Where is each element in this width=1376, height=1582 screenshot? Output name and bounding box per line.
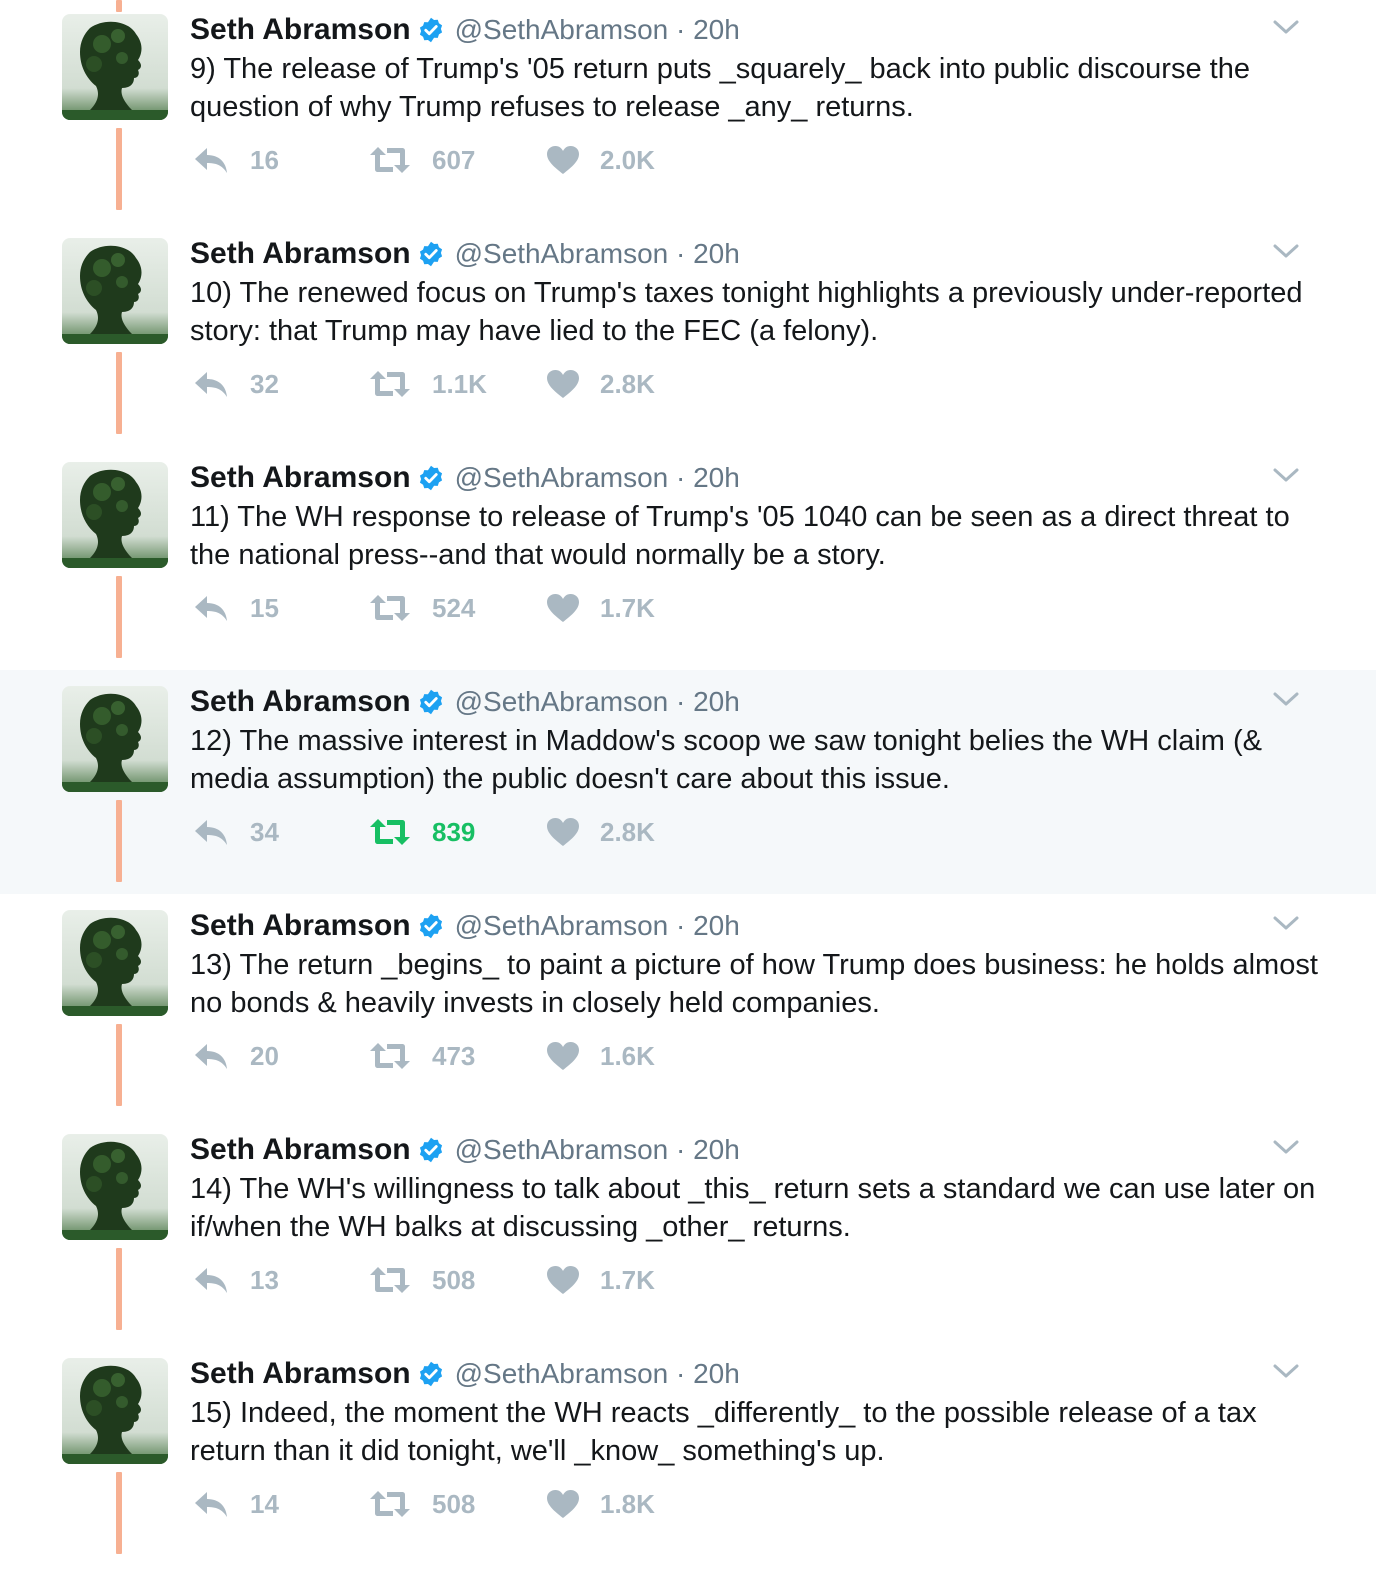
reply-button[interactable]: [192, 369, 368, 400]
chevron-down-icon[interactable]: [1272, 242, 1300, 262]
verified-badge-icon: [417, 16, 445, 44]
retweet-icon: [368, 1265, 412, 1295]
avatar[interactable]: [62, 14, 168, 120]
tweet-header: [190, 1354, 740, 1394]
tweet[interactable]: [0, 894, 1376, 1118]
thread-connector-line: [116, 128, 122, 210]
chevron-down-icon[interactable]: [1272, 690, 1300, 710]
author-handle-time[interactable]: @SethAbramson · 20h: [454, 686, 740, 717]
author-name[interactable]: Seth Abramson: [190, 461, 411, 494]
retweet-button[interactable]: [368, 1041, 546, 1072]
tweet-actions: [192, 364, 686, 404]
tweet-header: [190, 10, 740, 50]
like-count: 1.7K: [600, 1264, 655, 1295]
avatar[interactable]: [62, 238, 168, 344]
retweet-count: 473: [432, 1040, 476, 1071]
reply-icon: [192, 145, 230, 175]
heart-icon: [546, 1489, 580, 1519]
tweet[interactable]: [0, 1342, 1376, 1566]
like-button[interactable]: [546, 1265, 686, 1296]
reply-count: 16: [250, 144, 279, 175]
tweet-actions: [192, 1484, 686, 1524]
tweet-text: 9) The release of Trump's '05 return puts _squarely_ back into public discourse the question of why Trump refuses to release _any_ returns.: [190, 53, 1250, 123]
like-button[interactable]: [546, 145, 686, 176]
retweet-icon: [368, 1041, 412, 1071]
tweet-text: 14) The WH's willingness to talk about _this_ return sets a standard we can use later on if/when the WH balks at discussing _other_ returns.: [190, 1173, 1316, 1243]
retweet-count: 839: [432, 816, 476, 847]
avatar[interactable]: [62, 910, 168, 1016]
tweet-text: 15) Indeed, the moment the WH reacts _differently_ to the possible release of a tax return than it did tonight, we'll _know_ something's up.: [190, 1397, 1257, 1467]
retweet-icon: [368, 593, 412, 623]
retweet-button[interactable]: [368, 369, 546, 400]
tweet-header: [190, 682, 740, 722]
reply-count: 13: [250, 1264, 279, 1295]
reply-icon: [192, 1489, 230, 1519]
thread-connector-line: [116, 1024, 122, 1106]
reply-button[interactable]: [192, 1489, 368, 1520]
verified-badge-icon: [417, 1360, 445, 1388]
tweet-actions: [192, 1036, 686, 1076]
reply-count: 20: [250, 1040, 279, 1071]
author-name[interactable]: Seth Abramson: [190, 13, 411, 46]
like-count: 2.8K: [600, 816, 655, 847]
author-name[interactable]: Seth Abramson: [190, 1133, 411, 1166]
verified-badge-icon: [417, 240, 445, 268]
tweet-actions: [192, 1260, 686, 1300]
tweet-header: [190, 234, 740, 274]
verified-badge-icon: [417, 688, 445, 716]
like-button[interactable]: [546, 369, 686, 400]
like-button[interactable]: [546, 1041, 686, 1072]
retweet-icon: [368, 817, 412, 847]
reply-button[interactable]: [192, 593, 368, 624]
like-button[interactable]: [546, 817, 686, 848]
avatar[interactable]: [62, 1358, 168, 1464]
tweet-header: [190, 1130, 740, 1170]
thread-connector-line: [116, 800, 122, 882]
tweet-header: [190, 906, 740, 946]
tweet-text: 12) The massive interest in Maddow's scoop we saw tonight belies the WH claim (& media assumption) the public doesn't care about this issue.: [190, 725, 1263, 795]
author-name[interactable]: Seth Abramson: [190, 685, 411, 718]
author-name[interactable]: Seth Abramson: [190, 237, 411, 270]
verified-badge-icon: [417, 912, 445, 940]
reply-icon: [192, 1265, 230, 1295]
retweet-icon: [368, 145, 412, 175]
author-handle-time[interactable]: @SethAbramson · 20h: [454, 1358, 740, 1389]
tweet-text: 13) The return _begins_ to paint a picture of how Trump does business: he holds almost no bonds & heavily invests in closely held companies.: [190, 949, 1318, 1019]
author-handle-time[interactable]: @SethAbramson · 20h: [454, 14, 740, 45]
retweet-button[interactable]: [368, 817, 546, 848]
retweet-icon: [368, 369, 412, 399]
verified-badge-icon: [417, 1136, 445, 1164]
retweet-button[interactable]: [368, 145, 546, 176]
author-handle-time[interactable]: @SethAbramson · 20h: [454, 238, 740, 269]
retweet-count: 607: [432, 144, 476, 175]
tweet-header: [190, 458, 740, 498]
retweet-count: 508: [432, 1488, 476, 1519]
heart-icon: [546, 369, 580, 399]
reply-icon: [192, 593, 230, 623]
verified-badge-icon: [417, 464, 445, 492]
chevron-down-icon[interactable]: [1272, 1362, 1300, 1382]
like-count: 1.6K: [600, 1040, 655, 1071]
author-handle-time[interactable]: @SethAbramson · 20h: [454, 462, 740, 493]
tweet-actions: [192, 140, 686, 180]
retweet-button[interactable]: [368, 593, 546, 624]
thread-connector-line: [116, 1472, 122, 1554]
author-name[interactable]: Seth Abramson: [190, 909, 411, 942]
like-count: 1.8K: [600, 1488, 655, 1519]
tweet-actions: [192, 812, 686, 852]
retweet-count: 508: [432, 1264, 476, 1295]
like-button[interactable]: [546, 1489, 686, 1520]
reply-icon: [192, 1041, 230, 1071]
thread-connector-line: [116, 0, 122, 12]
author-handle-time[interactable]: @SethAbramson · 20h: [454, 1134, 740, 1165]
retweet-count: 524: [432, 592, 476, 623]
reply-button[interactable]: [192, 145, 368, 176]
avatar[interactable]: [62, 462, 168, 568]
reply-icon: [192, 817, 230, 847]
avatar[interactable]: [62, 686, 168, 792]
tweet[interactable]: [0, 222, 1376, 446]
heart-icon: [546, 145, 580, 175]
tweet[interactable]: [0, 1118, 1376, 1342]
chevron-down-icon[interactable]: [1272, 914, 1300, 934]
thread-connector-line: [116, 1248, 122, 1330]
thread-connector-line: [116, 352, 122, 434]
retweet-button[interactable]: [368, 1265, 546, 1296]
chevron-down-icon[interactable]: [1272, 1138, 1300, 1158]
author-name[interactable]: Seth Abramson: [190, 1357, 411, 1390]
thread-connector-line: [116, 576, 122, 658]
tweet-actions: [192, 588, 686, 628]
like-button[interactable]: [546, 593, 686, 624]
heart-icon: [546, 593, 580, 623]
tweet[interactable]: [0, 0, 1376, 222]
reply-count: 15: [250, 592, 279, 623]
reply-button[interactable]: [192, 1041, 368, 1072]
like-count: 2.8K: [600, 368, 655, 399]
like-count: 1.7K: [600, 592, 655, 623]
reply-button[interactable]: [192, 1265, 368, 1296]
reply-count: 32: [250, 368, 279, 399]
tweet-text: 11) The WH response to release of Trump's '05 1040 can be seen as a direct threat to the national press--and that would normally be a story.: [190, 501, 1290, 571]
author-handle-time[interactable]: @SethAbramson · 20h: [454, 910, 740, 941]
chevron-down-icon[interactable]: [1272, 466, 1300, 486]
heart-icon: [546, 817, 580, 847]
reply-button[interactable]: [192, 817, 368, 848]
heart-icon: [546, 1041, 580, 1071]
retweet-icon: [368, 1489, 412, 1519]
reply-count: 14: [250, 1488, 279, 1519]
tweet-text: 10) The renewed focus on Trump's taxes tonight highlights a previously under-reported story: that Trump may have lied to the FEC (a felony).: [190, 277, 1303, 347]
tweet[interactable]: [0, 446, 1376, 670]
chevron-down-icon[interactable]: [1272, 18, 1300, 38]
reply-icon: [192, 369, 230, 399]
reply-count: 34: [250, 816, 279, 847]
retweet-count: 1.1K: [432, 368, 487, 399]
heart-icon: [546, 1265, 580, 1295]
like-count: 2.0K: [600, 144, 655, 175]
tweet[interactable]: [0, 670, 1376, 894]
retweet-button[interactable]: [368, 1489, 546, 1520]
avatar[interactable]: [62, 1134, 168, 1240]
